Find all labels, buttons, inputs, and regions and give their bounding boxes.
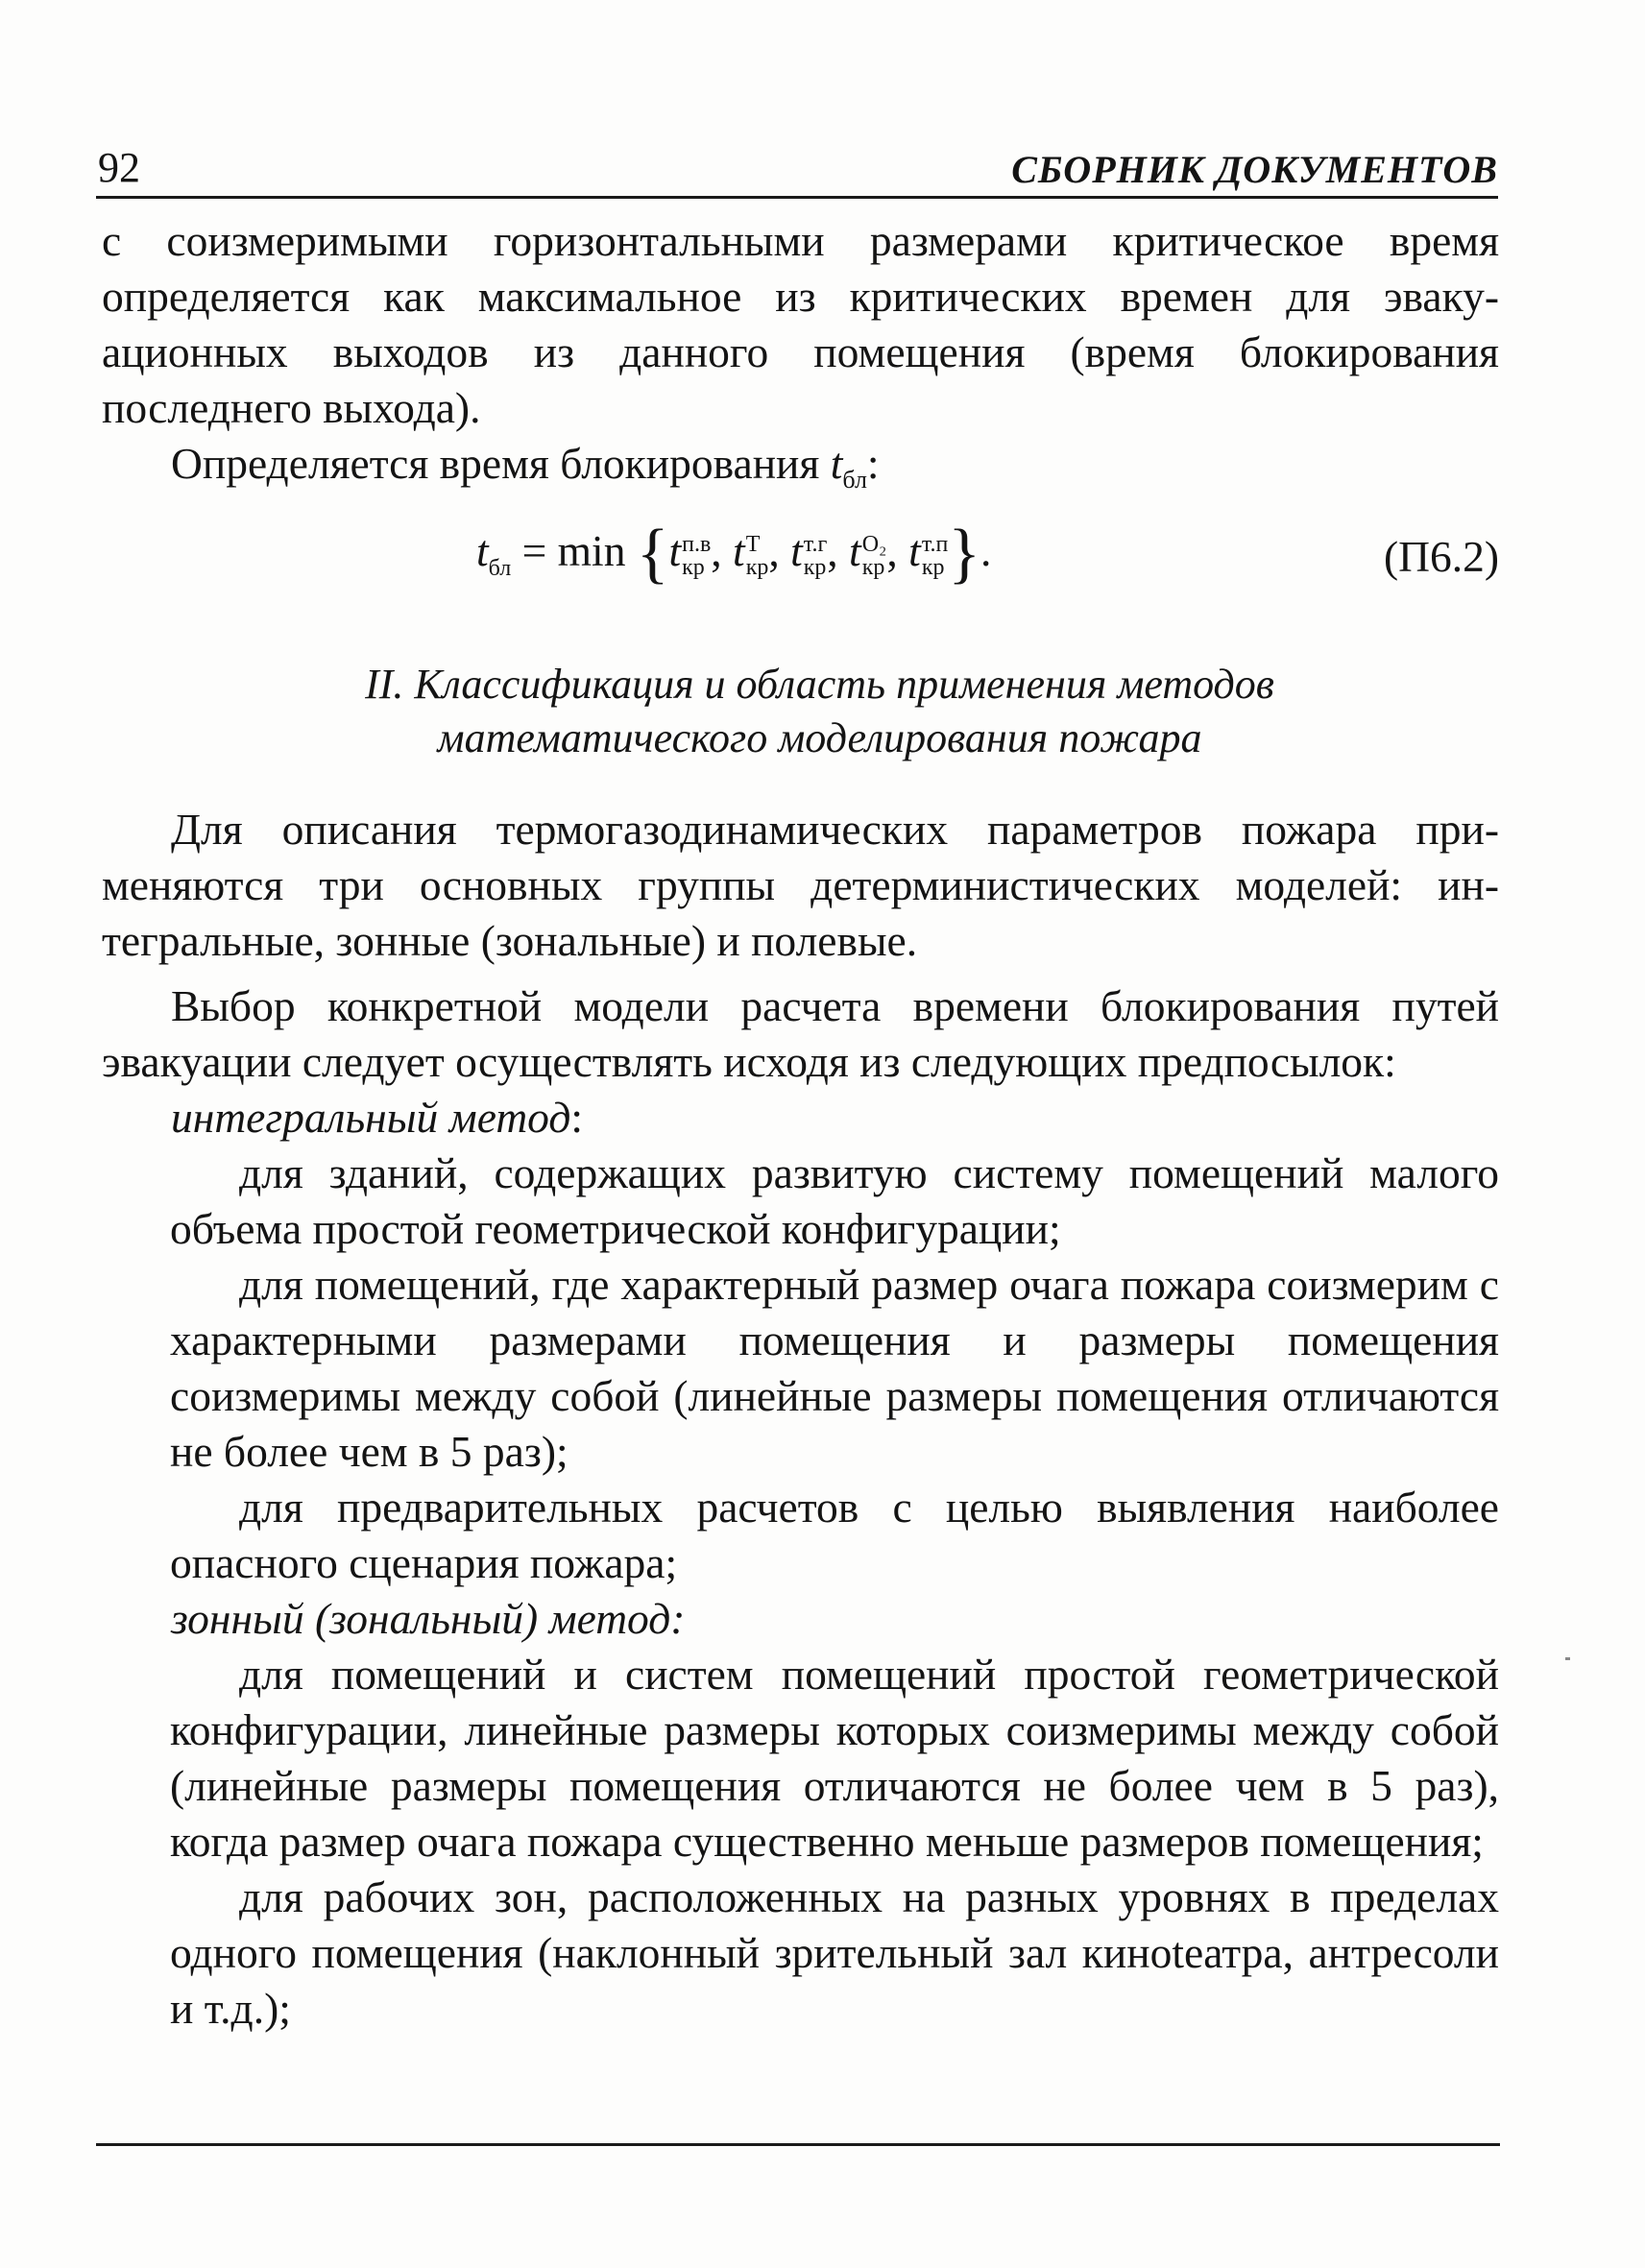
formula-lhs-sub: бл — [488, 556, 512, 582]
formula-comma: , — [886, 526, 909, 576]
scan-artifact — [1565, 1657, 1570, 1660]
integral-method-label — [102, 1090, 1499, 1146]
zone-method-item: для рабочих зон, расположенных на разных уровнях в пределах одного помещения (наклонный зрительный зал кинoteатра, антресоли и т.д.); — [170, 1872, 1499, 2034]
section-title-line-1: II. Классификация и область применения методов — [365, 661, 1274, 709]
formula-term-sup: т.п — [921, 531, 949, 557]
blocking-time-formula — [476, 517, 992, 596]
formula-term-sup: O₂ — [861, 531, 887, 557]
formula-term-indices — [804, 533, 828, 579]
formula-term-sup: т.г — [803, 531, 828, 557]
formula-term-var: t — [790, 526, 803, 576]
blocking-time-colon: : — [866, 439, 880, 488]
formula-line — [102, 510, 1499, 615]
formula-comma: , — [827, 526, 850, 576]
formula-term-var: t — [668, 526, 682, 576]
blocking-time-text: Определяется время блокирования — [171, 439, 831, 488]
formula-term-sup: п.в — [682, 531, 712, 557]
integral-method-item: для помещений, где характерный размер очага пожара соизмерим с характерными размерами помещения и размеры помещения соизмеримы между собой (линейные размеры помещения отличаются не более чем в 5 раз); — [170, 1260, 1499, 1477]
formula-term-var: t — [733, 526, 745, 576]
blocking-time-sub: бл — [842, 466, 867, 495]
blocking-time-var: t — [830, 439, 843, 488]
formula-term-indices — [862, 533, 887, 579]
formula-term-indices — [682, 533, 711, 579]
formula-term-indices — [922, 533, 949, 579]
body-text — [102, 213, 1499, 2037]
formula-term-var: t — [908, 526, 921, 576]
formula-comma: , — [768, 526, 791, 576]
integral-method-item: для зданий, содержащих развитую систему помещений малого объема простой геометрической конфигурации; — [170, 1148, 1499, 1254]
blocking-time-intro — [102, 436, 1499, 508]
running-title: СБОРНИК ДОКУМЕНТОВ — [1011, 148, 1498, 191]
formula-term-var: t — [849, 526, 861, 576]
section-title — [102, 658, 1499, 765]
formula-equals-min: = min — [511, 526, 637, 576]
formula-period: . — [980, 526, 992, 576]
integral-method-item: для предварительных расчетов с целью выявления наиболее опасного сценария пожара; — [170, 1483, 1499, 1588]
integral-method-label-text: интегральный метод — [171, 1093, 571, 1143]
models-paragraph: Для описания термогазодинамических параметров пожара применяются три основных группы детерминистических моделей: интегральные, зонные (зональные) и полевые. — [102, 805, 1499, 966]
formula-term-sup: Т — [745, 531, 761, 557]
formula-comma: , — [711, 526, 734, 576]
formula-term-sub: кр — [921, 554, 945, 580]
choice-paragraph: Выбор конкретной модели расчета времени блокирования путей эвакуации следует осуществлять исходя из следующих предпосылок: — [102, 981, 1499, 1087]
equation-number: (П6.2) — [1383, 532, 1499, 582]
formula-term-sub: кр — [861, 554, 885, 580]
intro-paragraph-continuation: с соизмеримыми горизонтальными размерами критическое время определяется как максимальное из критических времен для эвакуационных выходов из данного помещения (время блокирования последнего выхода). — [102, 216, 1499, 432]
formula-close-brace: } — [948, 517, 980, 591]
formula-open-brace: { — [636, 517, 669, 591]
section-title-line-2: математического моделирования пожара — [437, 714, 1202, 762]
zone-method-label: зонный (зональный) метод: — [171, 1594, 686, 1644]
page-number: 92 — [98, 144, 140, 191]
formula-term-indices — [746, 533, 769, 579]
bottom-rule — [96, 2143, 1500, 2146]
formula-term-sub: кр — [803, 554, 827, 580]
page-header — [96, 142, 1498, 199]
integral-method-label-colon: : — [570, 1093, 583, 1143]
zone-method-item: для помещений и систем помещений простой геометрической конфигурации, линейные размеры которых соизмеримы между собой (линейные размеры помещения отличаются не более чем в 5 раз), когда размер очага пожара существенно меньше размеров помещения; — [170, 1650, 1499, 1867]
formula-term-sub: кр — [682, 554, 705, 580]
formula-lhs-var: t — [476, 526, 489, 576]
formula-term-sub: кр — [745, 554, 769, 580]
